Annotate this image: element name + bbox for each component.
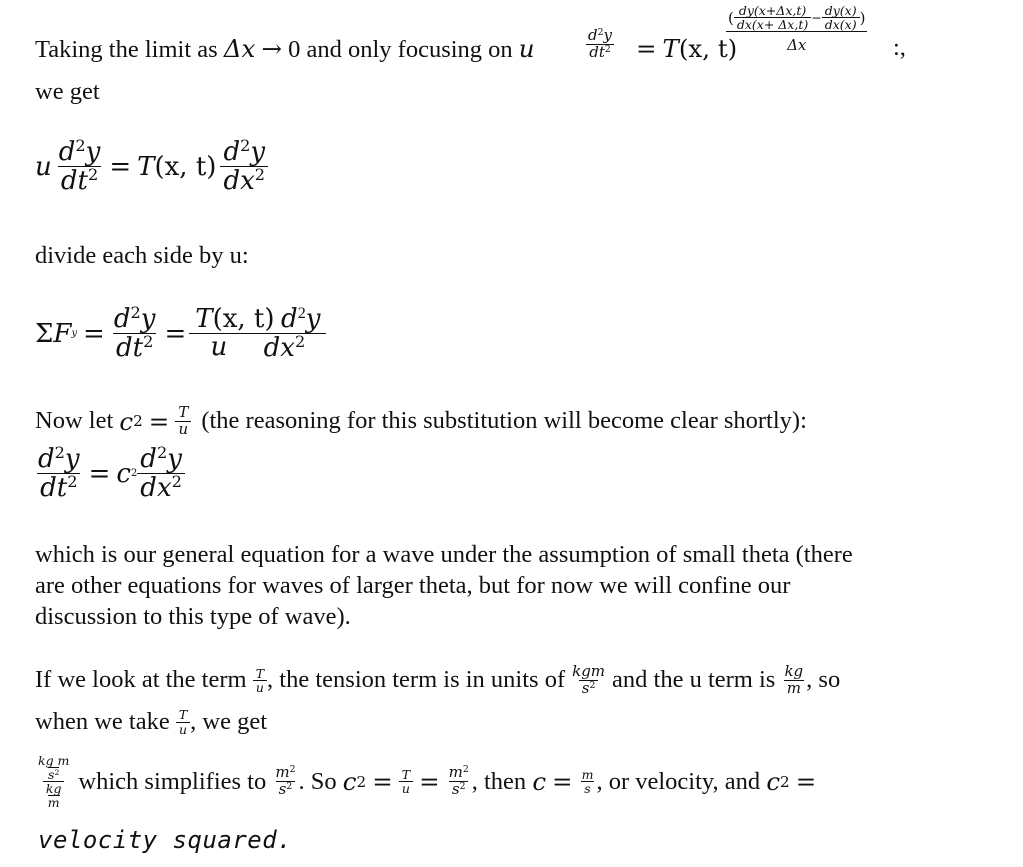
zero: 0 (288, 36, 301, 63)
equation-2: Σ F y = $\frac{d^2y}{dt^2}$ = T(x, t) $d^2y$ u $dx^2$ (35, 305, 323, 362)
velocity-squared-text: velocity squared. (38, 826, 293, 854)
paragraph-4-line-2: are other equations for waves of larger theta, but for now we will confine our (35, 572, 791, 599)
eq-inline-d2y-dt2: $\frac{d^2y}{dt^2}$ (588, 26, 613, 61)
eq-inline-rhs: = T(x, t) (636, 34, 738, 63)
equation-3: $\frac{d^2y}{dt^2}$ = c 2 $\frac{d^2y}{dx^2}$ (35, 445, 185, 502)
paragraph-5-line-3: kg m $s^2$ kg m which simplifies to $\frac{m^2}{s^2}$ . So c 2 = $\frac{T}{u}$ = $\frac{m^2}{s^2}$ , then c = $\frac{m}{s}$ , or velocity, and c 2 = (38, 753, 817, 811)
paragraph-4-line-3: discussion to this type of wave). (35, 603, 351, 630)
paragraph-2: divide each side by u: (35, 242, 249, 269)
arrow-symbol: → (261, 34, 282, 63)
equation-1: u $\frac{d^2y}{dt^2}$ = T (x, t) $\frac{d^2y}{dx^2}$ (35, 138, 268, 195)
text-run: Taking the limit as (35, 36, 218, 63)
paragraph-4-line-1: which is our general equation for a wave under the assumption of small theta (there (35, 541, 853, 568)
paragraph-3: Now let c 2 = $\frac{T}{u}$ (the reasoning for this substitution will become clear shortly): (35, 403, 807, 438)
paragraph-4 (35, 539, 853, 632)
paragraph-5-line-2: when we take $\frac{T}{u}$ , we get (35, 707, 268, 737)
var-u: u (518, 34, 535, 63)
trailing-punct: :, (893, 34, 906, 61)
text-run: and only focusing on (306, 36, 513, 63)
delta-x: Δx (223, 34, 256, 63)
paragraph-1-line-2: we get (35, 78, 100, 105)
paragraph-1-line-1 (35, 34, 535, 64)
eq-limit-fraction: ( $\frac{dy(x+\Delta x,t)}{dx(x+ \Delta x,t)}$ − $\frac{dy(x)}{dx(x)}$ ) Δx (728, 3, 866, 55)
paragraph-5-line-1: If we look at the term $\frac{T}{u}$ , the tension term is in units of $\frac{\text{kgm}}{s^2}$ and the u term is $\frac{kg}{m}$ , so (35, 662, 841, 697)
